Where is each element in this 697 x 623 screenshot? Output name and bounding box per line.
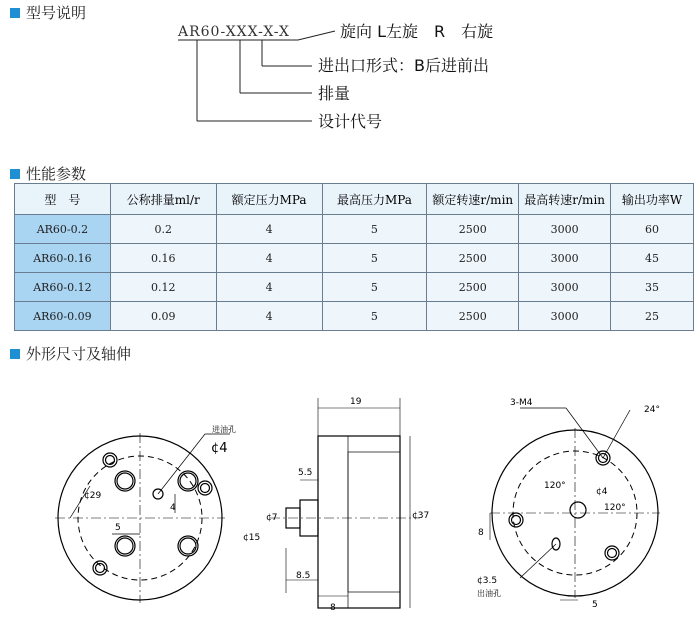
dim-8-5-label: 8.5: [296, 571, 311, 581]
dim-8-label: 8: [330, 603, 336, 613]
dim-4-label: 4: [170, 503, 176, 513]
table-cell: 0.09: [110, 302, 216, 331]
table-row: [15, 302, 694, 331]
model-title-text: 型号说明: [26, 4, 87, 22]
front-view-drawing: [55, 433, 230, 603]
dim-19-label: 19: [350, 397, 362, 407]
table-cell: 0.12: [110, 273, 216, 302]
header-cell: 公称排量ml/r: [110, 184, 216, 215]
angle-120-left-label: 120°: [544, 481, 566, 491]
table-cell: 3000: [519, 302, 611, 331]
design-code-label: 设计代号: [318, 112, 383, 131]
dim-phi7-label: ¢7: [266, 513, 278, 523]
header-cell: 额定压力MPa: [216, 184, 322, 215]
spec-title-text: 性能参数: [26, 165, 87, 183]
model-code-diagram: [0, 0, 697, 160]
table-cell: 4: [216, 273, 322, 302]
bullet-square-icon: [10, 169, 20, 179]
table-row: [15, 273, 694, 302]
table-cell: 45: [611, 244, 694, 273]
outlet-label: 出油孔: [477, 589, 501, 598]
dims-title-text: 外形尺寸及轴伸: [26, 345, 132, 363]
dim-8b-label: 8: [478, 528, 484, 538]
table-cell: 2500: [427, 244, 519, 273]
outlet-dia-label: ¢3.5: [477, 576, 498, 586]
table-cell: 5: [322, 244, 427, 273]
phi4-label: ¢4: [596, 487, 608, 497]
header-cell: 最高转速r/min: [519, 184, 611, 215]
table-row: [15, 244, 694, 273]
bullet-square-icon: [10, 349, 20, 359]
table-cell: 2500: [427, 273, 519, 302]
table-cell: 25: [611, 302, 694, 331]
model-cell: AR60-0.2: [15, 215, 111, 244]
rotation-label: 旋向 L左旋 R 右旋: [340, 22, 494, 41]
table-cell: 3000: [519, 215, 611, 244]
header-cell: 最高压力MPa: [322, 184, 427, 215]
table-cell: 3000: [519, 273, 611, 302]
model-cell: AR60-0.12: [15, 273, 111, 302]
dim-5b-label: 5: [592, 600, 598, 610]
dim-5-5-label: 5.5: [298, 468, 313, 478]
header-cell: 额定转速r/min: [427, 184, 519, 215]
table-cell: 60: [611, 215, 694, 244]
model-code: AR60-XXX-X-X: [178, 24, 290, 40]
pcd-label: ¢29: [84, 491, 102, 501]
model-cell: AR60-0.09: [15, 302, 111, 331]
section-title-spec: [10, 163, 86, 184]
table-cell: 0.16: [110, 244, 216, 273]
table-cell: 2500: [427, 302, 519, 331]
angle-24-label: 24°: [644, 405, 660, 415]
table-cell: 5: [322, 215, 427, 244]
header-cell: 输出功率W: [611, 184, 694, 215]
inlet-dia-label: ¢4: [211, 441, 228, 456]
dim-phi37-label: ¢37: [412, 511, 430, 521]
table-cell: 5: [322, 273, 427, 302]
thread-label: 3-M4: [510, 398, 533, 408]
table-cell: 4: [216, 244, 322, 273]
table-cell: 35: [611, 273, 694, 302]
inlet-label: 进油孔: [212, 425, 236, 434]
table-cell: 2500: [427, 215, 519, 244]
back-view-drawing: [490, 408, 660, 600]
table-row: [15, 215, 694, 244]
table-cell: 5: [322, 302, 427, 331]
table-cell: 0.2: [110, 215, 216, 244]
table-cell: 4: [216, 302, 322, 331]
displacement-label: 排量: [318, 84, 351, 103]
header-cell: 型 号: [15, 184, 111, 215]
table-header-row: [15, 184, 694, 215]
angle-120-right-label: 120°: [604, 503, 626, 513]
table-cell: 3000: [519, 244, 611, 273]
port-label: 进出口形式：B后进前出: [318, 56, 489, 75]
section-title-dims: [10, 343, 131, 364]
dim-phi15-label: ¢15: [243, 533, 261, 543]
table-cell: 4: [216, 215, 322, 244]
side-view-drawing: [270, 398, 420, 608]
dim-5-label: 5: [115, 523, 121, 533]
spec-table: [14, 183, 694, 331]
model-cell: AR60-0.16: [15, 244, 111, 273]
dimension-drawings: [0, 368, 697, 623]
